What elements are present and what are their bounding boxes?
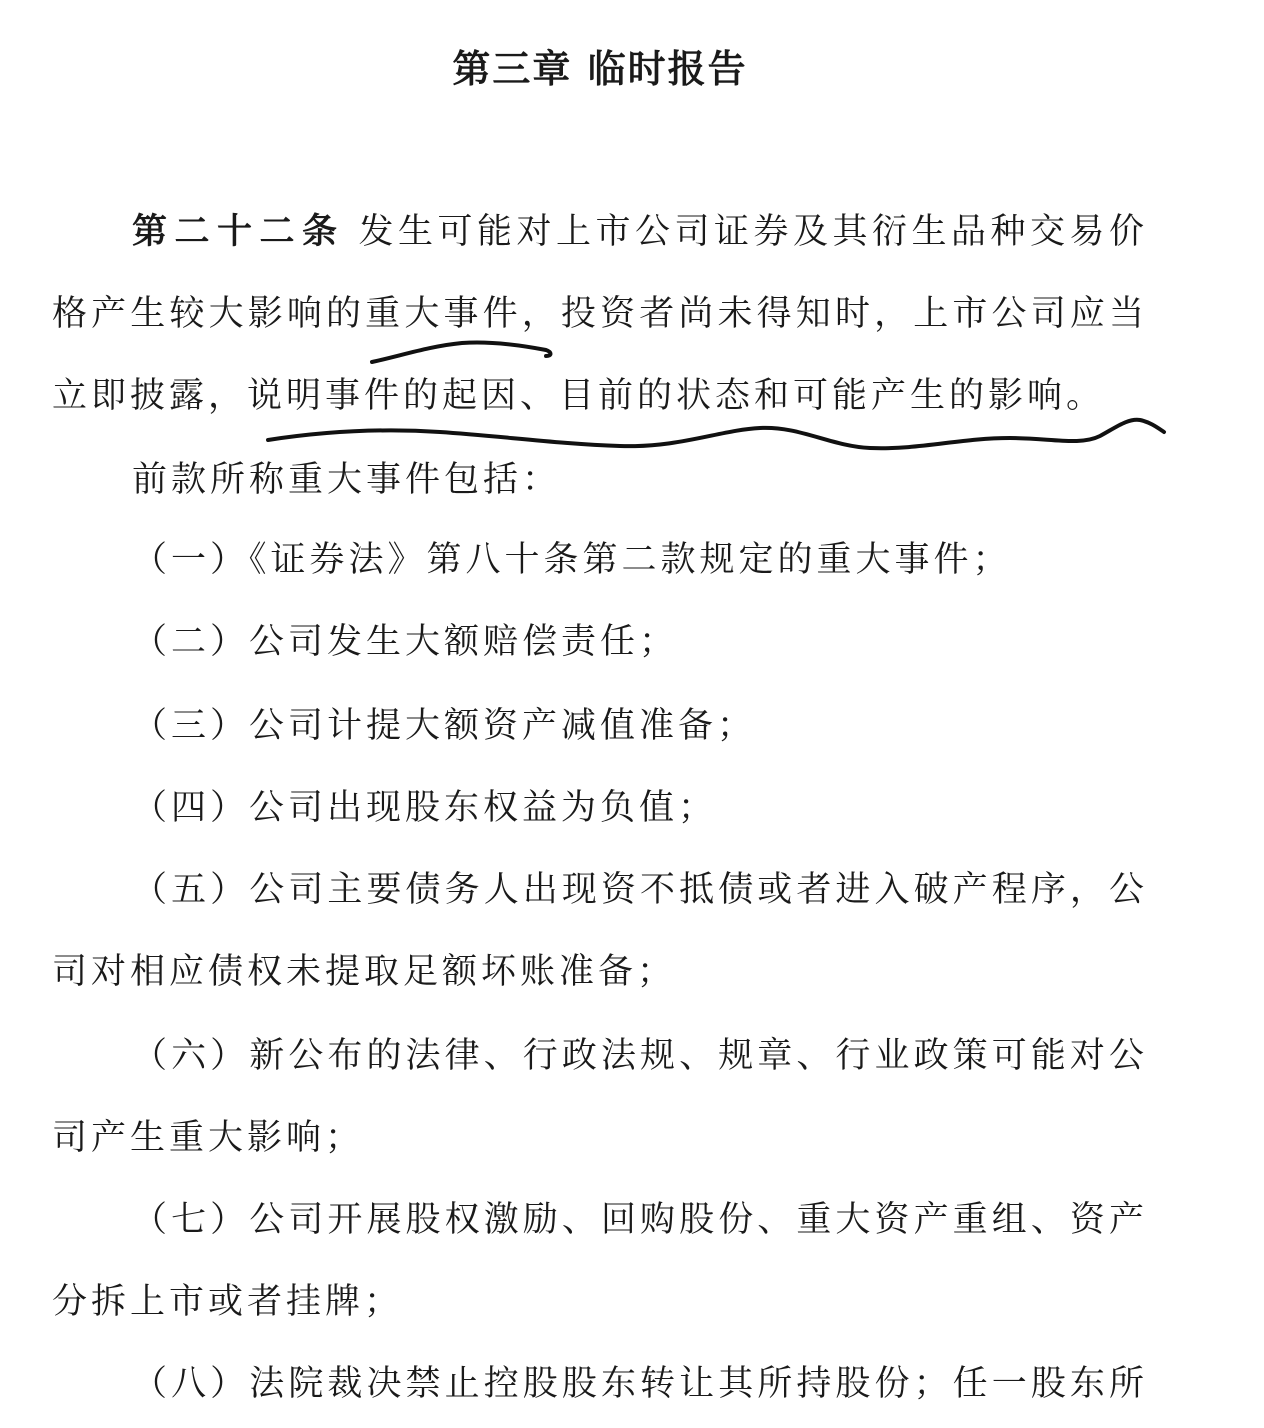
list-intro: 前款所称重大事件包括： xyxy=(132,460,562,500)
article-22-text-1: 发生可能对上市公司证券及其衍生品种交易价 xyxy=(358,212,1144,252)
list-item-7-line-2: 分拆上市或者挂牌； xyxy=(52,1282,404,1322)
list-item-2: （二）公司发生大额赔偿责任； xyxy=(132,622,679,662)
list-item-8-line-1: （八）法院裁决禁止控股股东转让其所持股份；任一股东所 xyxy=(132,1364,1144,1404)
list-item-3: （三）公司计提大额资产减值准备； xyxy=(132,706,757,746)
list-item-1: （一）《证券法》第八十条第二款规定的重大事件； xyxy=(132,540,1012,580)
list-item-5-line-2: 司对相应债权未提取足额坏账准备； xyxy=(52,952,677,992)
list-item-4: （四）公司出现股东权益为负值； xyxy=(132,788,718,828)
list-item-7-line-1: （七）公司开展股权激励、回购股份、重大资产重组、资产 xyxy=(132,1200,1144,1240)
list-item-5-line-1: （五）公司主要债务人出现资不抵债或者进入破产程序，公 xyxy=(132,870,1144,910)
article-number: 第二十二条 xyxy=(132,212,345,252)
article-22-line-2: 格产生较大影响的重大事件，投资者尚未得知时，上市公司应当 xyxy=(52,294,1144,334)
list-item-6-line-1: （六）新公布的法律、行政法规、规章、行业政策可能对公 xyxy=(132,1036,1144,1076)
underline-explanation xyxy=(268,420,1164,448)
underline-major-event xyxy=(372,342,551,362)
chapter-title: 第三章 临时报告 xyxy=(452,47,748,91)
list-item-6-line-2: 司产生重大影响； xyxy=(52,1118,365,1158)
article-22-line-3: 立即披露，说明事件的起因、目前的状态和可能产生的影响。 xyxy=(52,376,1106,416)
article-22-line-1 xyxy=(132,212,1144,252)
